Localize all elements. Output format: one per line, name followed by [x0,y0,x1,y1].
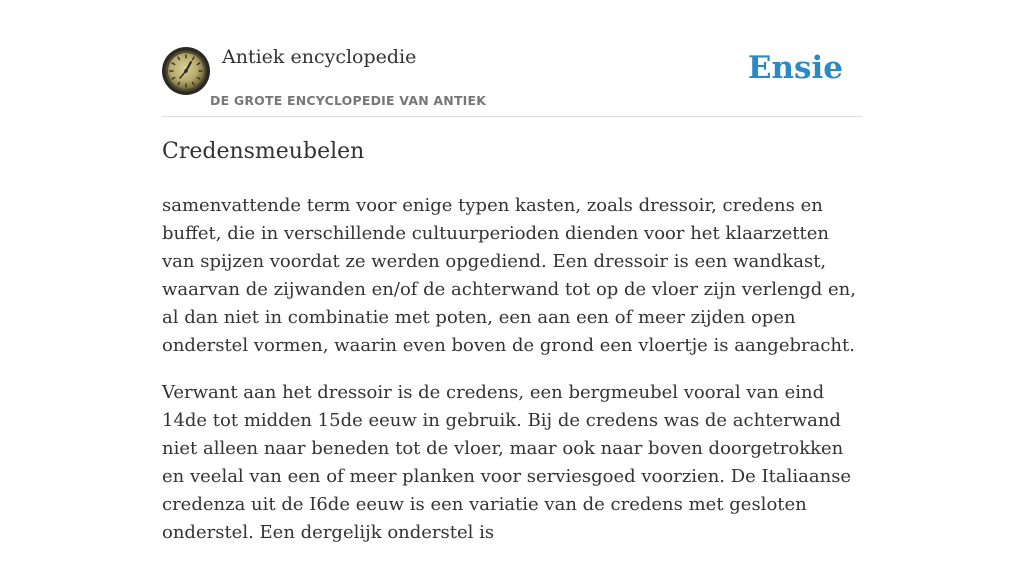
article-paragraph: samenvattende term voor enige typen kasten, zoals dressoir, credens en buffet, die in verschillende cultuurperioden dienden voor het klaarzetten van spijzen voordat ze werden opgediend. Een dressoir is een wandkast, waarvan de zijwanden en/of de achterwand tot op de vloer zijn verlengd en, al dan niet in combinatie met poten, een aan een of meer zijden open onderstel vormen, waarin even boven de grond een vloertje is aangebracht. [162,195,856,356]
site-title-link[interactable]: Antiek encyclopedie [222,46,417,68]
page [162,0,862,543]
site-subtitle: DE GROTE ENCYCLOPEDIE VAN ANTIEK [210,93,487,108]
ensie-logo[interactable]: Ensie [747,50,843,86]
article-title: Credensmeubelen [162,139,365,164]
antique-clock-icon[interactable] [162,47,210,95]
site-header [162,0,862,117]
article-paragraph: Verwant aan het dressoir is de credens, een bergmeubel vooral van eind 14de tot midden 15de eeuw in gebruik. Bij de credens was de achterwand niet alleen naar beneden tot de vloer, maar ook naar boven doorgetrokken en veelal van een of meer planken voor serviesgoed voorzien. De Italiaanse credenza uit de I6de eeuw is een variatie van de credens met gesloten onderstel. Een dergelijk onderstel is [162,382,852,543]
article-body [162,192,864,566]
